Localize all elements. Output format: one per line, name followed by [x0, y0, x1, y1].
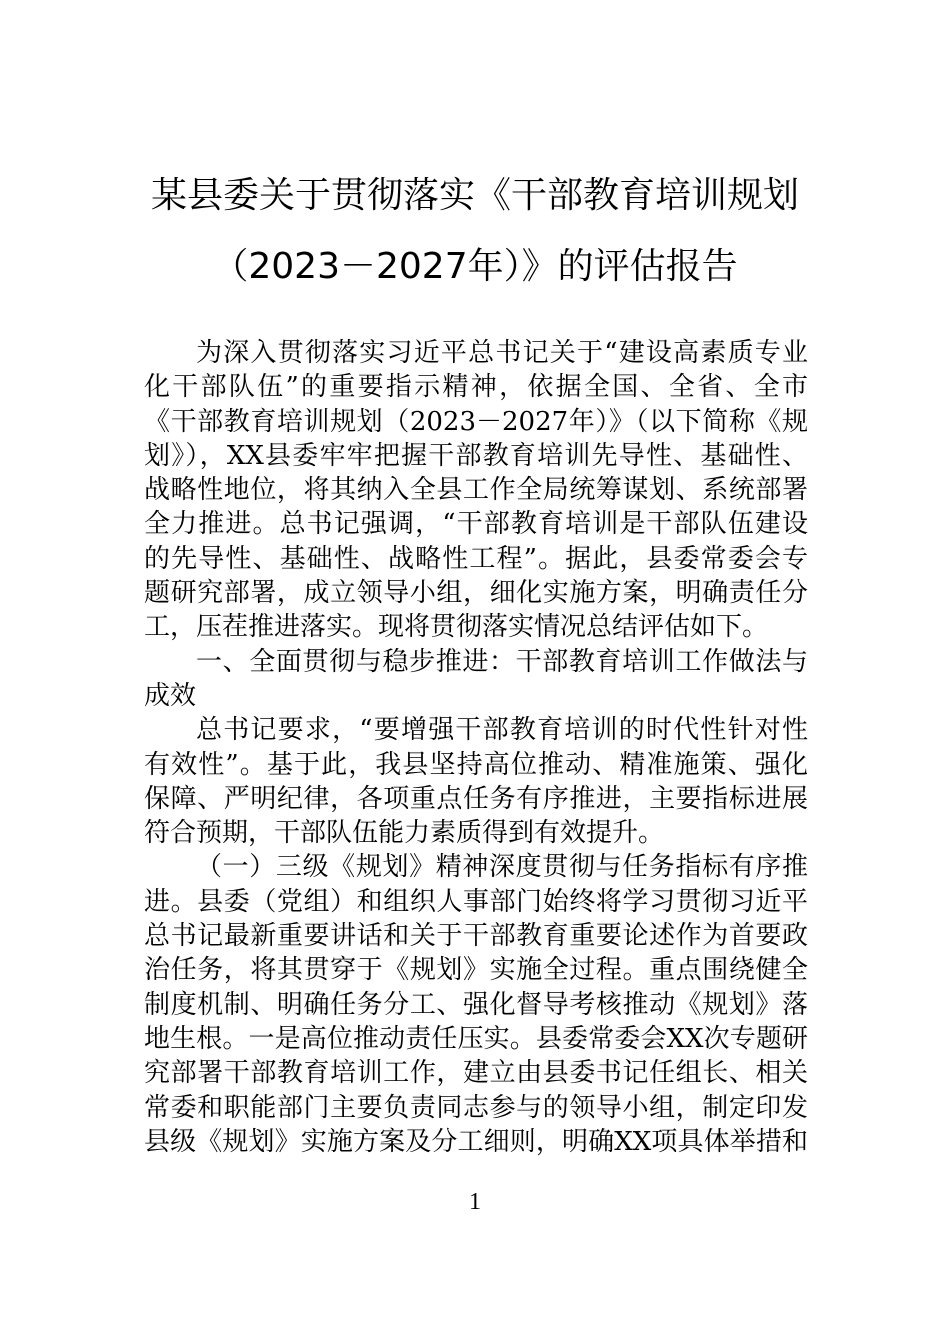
- paragraph-line: （一）三级《规划》精神深度贯彻与任务指标有序推: [196, 852, 808, 883]
- paragraph-line: 化干部队伍”的重要指示精神，依据全国、全省、全市: [144, 372, 808, 403]
- paragraph-line: 保障、严明纪律，各项重点任务有序推进，主要指标进展: [144, 783, 808, 814]
- document-title-line-2: （2023－2027年）》的评估报告: [212, 246, 738, 287]
- section-heading-line: 一、全面贯彻与稳步推进：干部教育培训工作做法与: [196, 646, 808, 677]
- section-heading-line: 成效: [144, 680, 197, 711]
- paragraph-line: 总书记要求，“要增强干部教育培训的时代性针对性: [196, 715, 808, 746]
- paragraph-line: 进。县委（党组）和组织人事部门始终将学习贯彻习近平: [144, 886, 808, 917]
- paragraph-line: 常委和职能部门主要负责同志参与的领导小组，制定印发: [144, 1092, 808, 1123]
- paragraph-line: 总书记最新重要讲话和关于干部教育重要论述作为首要政: [144, 921, 808, 952]
- paragraph-line: 地生根。一是高位推动责任压实。县委常委会XX次专题研: [144, 1023, 808, 1054]
- paragraph-line: 《干部教育培训规划（2023－2027年）》（以下简称《规: [144, 406, 808, 437]
- document-body: [144, 336, 808, 1159]
- page-number: 1: [469, 1189, 481, 1215]
- paragraph-line: 全力推进。总书记强调，“干部教育培训是干部队伍建设: [144, 509, 808, 540]
- paragraph-line: 工，压茬推进落实。现将贯彻落实情况总结评估如下。: [144, 612, 769, 643]
- paragraph-line: 制度机制、明确任务分工、强化督导考核推动《规划》落: [144, 989, 808, 1020]
- paragraph-line: 的先导性、基础性、战略性工程”。据此，县委常委会专: [144, 543, 808, 574]
- paragraph-line: 战略性地位，将其纳入全县工作全局统筹谋划、系统部署: [144, 475, 808, 506]
- paragraph-line: 治任务，将其贯穿于《规划》实施全过程。重点围绕健全: [144, 955, 808, 986]
- document-title-line-1: 某县委关于贯彻落实《干部教育培训规划: [150, 175, 799, 216]
- paragraph-line: 究部署干部教育培训工作，建立由县委书记任组长、相关: [144, 1058, 808, 1089]
- paragraph-line: 符合预期，干部队伍能力素质得到有效提升。: [144, 818, 665, 849]
- paragraph-line: 题研究部署，成立领导小组，细化实施方案，明确责任分: [144, 578, 808, 609]
- paragraph-line: 划》），XX县委牢牢把握干部教育培训先导性、基础性、: [144, 440, 808, 471]
- paragraph-line: 为深入贯彻落实习近平总书记关于“建设高素质专业: [196, 338, 808, 368]
- paragraph-line: 县级《规划》实施方案及分工细则，明确XX项具体举措和: [144, 1126, 808, 1157]
- paragraph-line: 有效性”。基于此，我县坚持高位推动、精准施策、强化: [144, 749, 808, 780]
